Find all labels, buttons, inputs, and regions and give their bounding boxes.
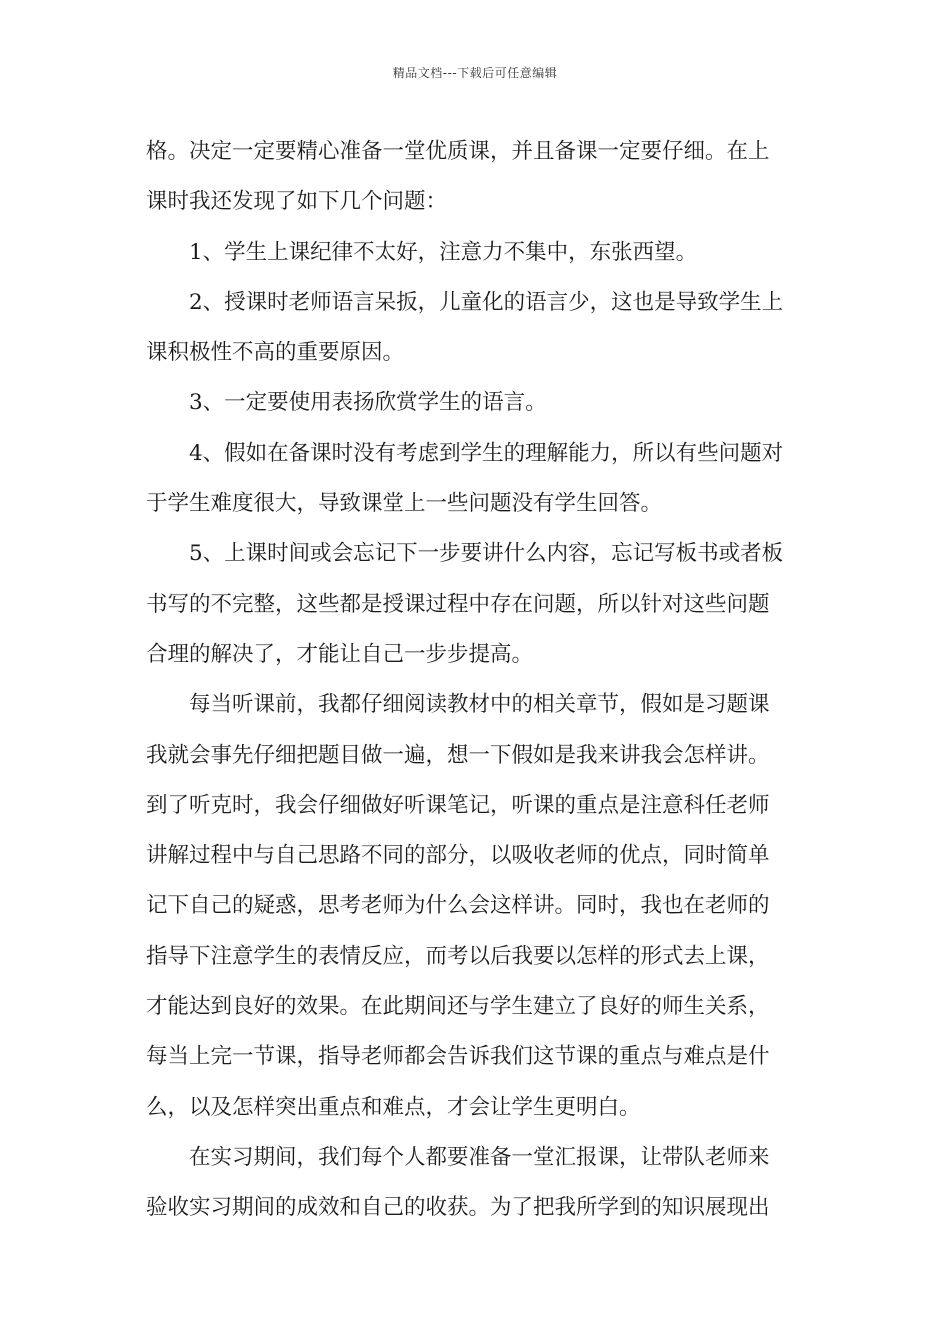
document-body [146,132,806,1239]
text-line: 讲解过程中与自己思路不同的部分，以吸收老师的优点，同时简单 [146,843,770,869]
text-line: 4、假如在备课时没有考虑到学生的理解能力，所以有些问题对 [189,440,784,466]
text-line: 才能达到良好的效果。在此期间还与学生建立了良好的师生关系， [146,994,770,1020]
text-line: 每当听课前，我都仔细阅读教材中的相关章节，假如是习题课 [189,692,770,718]
text-line: 么，以及怎样突出重点和难点，才会让学生更明白。 [146,1094,641,1120]
text-line: 3、一定要使用表扬欣赏学生的语言。 [189,390,547,416]
text-line: 书写的不完整，这些都是授课过程中存在问题，所以针对这些问题 [146,591,770,617]
text-line: 课时我还发现了如下几个问题： [146,189,448,215]
text-line: 每当上完一节课，指导老师都会告诉我们这节课的重点与难点是什 [146,1044,770,1070]
text-line: 格。决定一定要精心准备一堂优质课，并且备课一定要仔细。在上 [146,139,770,164]
text-line: 5、上课时间或会忘记下一步要讲什么内容，忘记写板书或者板 [189,541,784,567]
text-line: 合理的解决了，才能让自己一步步提高。 [146,641,534,667]
text-line: 在实习期间，我们每个人都要准备一堂汇报课，让带队老师来 [189,1144,770,1170]
text-line: 记下自己的疑惑，思考老师为什么会这样讲。同时，我也在老师的 [146,893,770,919]
text-line: 课积极性不高的重要原因。 [146,340,405,366]
text-line: 指导下注意学生的表情反应，而考以后我要以怎样的形式去上课， [146,943,770,969]
text-line: 我就会事先仔细把题目做一遍，想一下假如是我来讲我会怎样讲。 [146,742,770,768]
text-line: 到了听克时，我会仔细做好听课笔记，听课的重点是注意科任老师 [146,792,770,818]
text-line: 1、学生上课纪律不太好，注意力不集中，东张西望。 [189,239,698,265]
text-line: 于学生难度很大，导致课堂上一些问题没有学生回答。 [146,491,663,517]
page-header: 精品文档---下载后可任意编辑 [392,66,558,80]
text-line: 2、授课时老师语言呆扳，儿童化的语言少，这也是导致学生上 [189,289,784,315]
text-line: 验收实习期间的成效和自己的收获。为了把我所学到的知识展现出 [146,1195,770,1221]
